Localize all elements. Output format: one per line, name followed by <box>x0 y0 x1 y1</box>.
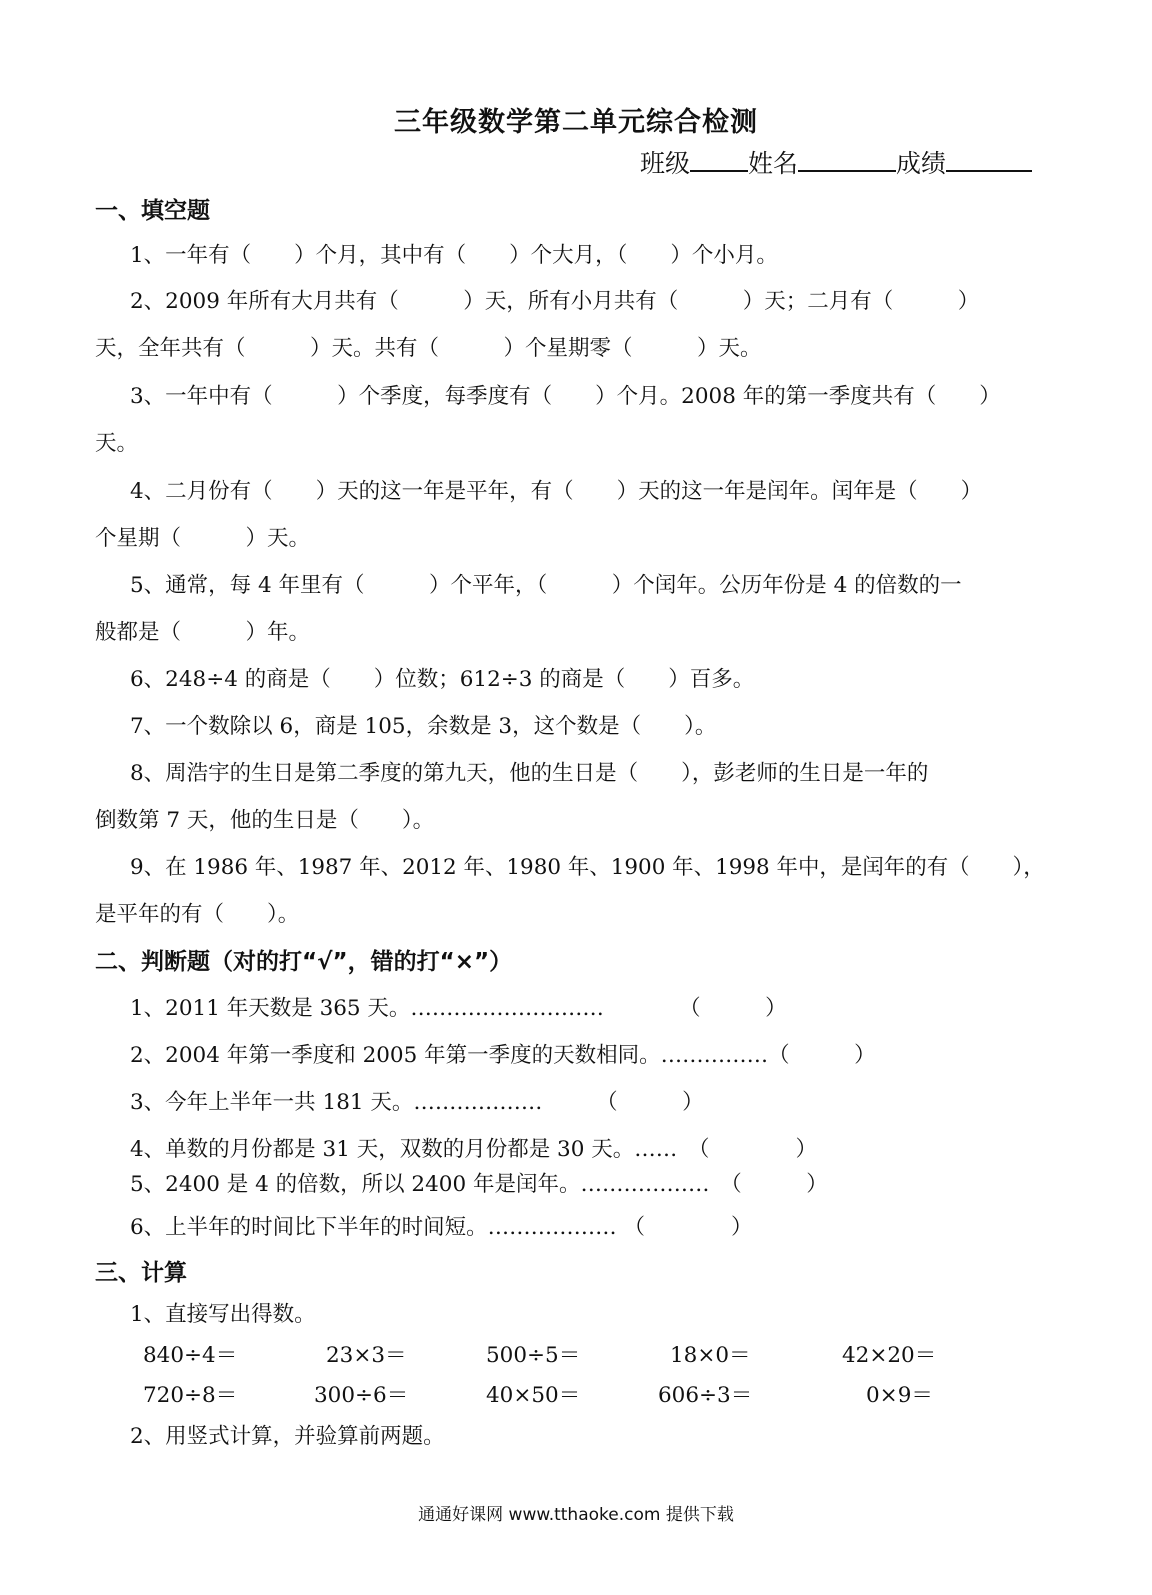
score-blank <box>946 148 1032 172</box>
calc-item: 18×0＝ <box>670 1343 751 1368</box>
question-line: 5、通常，每 4 年里有（ ）个平年，（ ）个闰年。公历年份是 4 的倍数的一 <box>130 573 962 598</box>
class-blank <box>690 148 748 172</box>
judge-line: 1、2011 年天数是 365 天。……………………… （ ） <box>130 996 787 1021</box>
question-line: 天，全年共有（ ）天。共有（ ）个星期零（ ）天。 <box>95 336 762 361</box>
question-line: 6、248÷4 的商是（ ）位数；612÷3 的商是（ ）百多。 <box>130 667 755 692</box>
question-line: 2、2009 年所有大月共有（ ）天，所有小月共有（ ）天；二月有（ ） <box>130 289 980 314</box>
question-line: 9、在 1986 年、1987 年、2012 年、1980 年、1900 年、1998 年中，是闰年的有（ ）， <box>130 855 1045 880</box>
calc-item: 500÷5＝ <box>486 1343 581 1368</box>
judge-line: 2、2004 年第一季度和 2005 年第一季度的天数相同。……………（ ） <box>130 1043 876 1068</box>
calc-item: 300÷6＝ <box>314 1383 409 1408</box>
question-line: 8、周浩宇的生日是第二季度的第九天，他的生日是（ ），彭老师的生日是一年的 <box>130 761 929 786</box>
calc-item: 23×3＝ <box>326 1343 407 1368</box>
footer-source: 通通好课网 www.tthaoke.com 提供下载 <box>418 1505 734 1525</box>
score-label: 成绩 <box>896 149 947 178</box>
question-line: 3、一年中有（ ）个季度，每季度有（ ）个月。2008 年的第一季度共有（ ） <box>130 384 1001 409</box>
student-info-line <box>640 144 1032 180</box>
name-blank <box>798 148 896 172</box>
calc-item: 42×20＝ <box>842 1343 937 1368</box>
calc-item: 606÷3＝ <box>658 1383 753 1408</box>
judge-line: 3、今年上半年一共 181 天。……………… （ ） <box>130 1090 704 1115</box>
question-line: 1、一年有（ ）个月，其中有（ ）个大月，（ ）个小月。 <box>130 243 778 268</box>
calc-instruction-1: 1、直接写出得数。 <box>130 1302 316 1327</box>
calc-item: 40×50＝ <box>486 1383 581 1408</box>
calc-item: 720÷8＝ <box>143 1383 238 1408</box>
class-label: 班级 <box>640 149 691 178</box>
section-heading-true-false: 二、判断题（对的打“√”，错的打“×”） <box>95 949 513 975</box>
name-label: 姓名 <box>748 149 799 178</box>
calc-item: 840÷4＝ <box>143 1343 238 1368</box>
section-heading-calculation: 三、计算 <box>95 1260 187 1286</box>
question-line: 倒数第 7 天，他的生日是（ ）。 <box>95 808 435 833</box>
calc-item: 0×9＝ <box>866 1383 933 1408</box>
question-line: 7、一个数除以 6，商是 105，余数是 3，这个数是（ ）。 <box>130 714 717 739</box>
question-line: 是平年的有（ ）。 <box>95 902 300 927</box>
judge-line: 5、2400 是 4 的倍数，所以 2400 年是闰年。……………… （ ） <box>130 1172 828 1197</box>
question-line: 4、二月份有（ ）天的这一年是平年，有（ ）天的这一年是闰年。闰年是（ ） <box>130 479 983 504</box>
question-line: 天。 <box>95 431 139 456</box>
judge-line: 6、上半年的时间比下半年的时间短。……………… （ ） <box>130 1215 753 1240</box>
question-line: 个星期（ ）天。 <box>95 526 311 551</box>
section-heading-fill-in: 一、填空题 <box>95 198 210 224</box>
question-line: 般都是（ ）年。 <box>95 620 311 645</box>
judge-line: 4、单数的月份都是 31 天，双数的月份都是 30 天。…… （ ） <box>130 1137 817 1162</box>
calc-instruction-2: 2、用竖式计算，并验算前两题。 <box>130 1424 445 1449</box>
page-title: 三年级数学第二单元综合检测 <box>394 107 758 138</box>
